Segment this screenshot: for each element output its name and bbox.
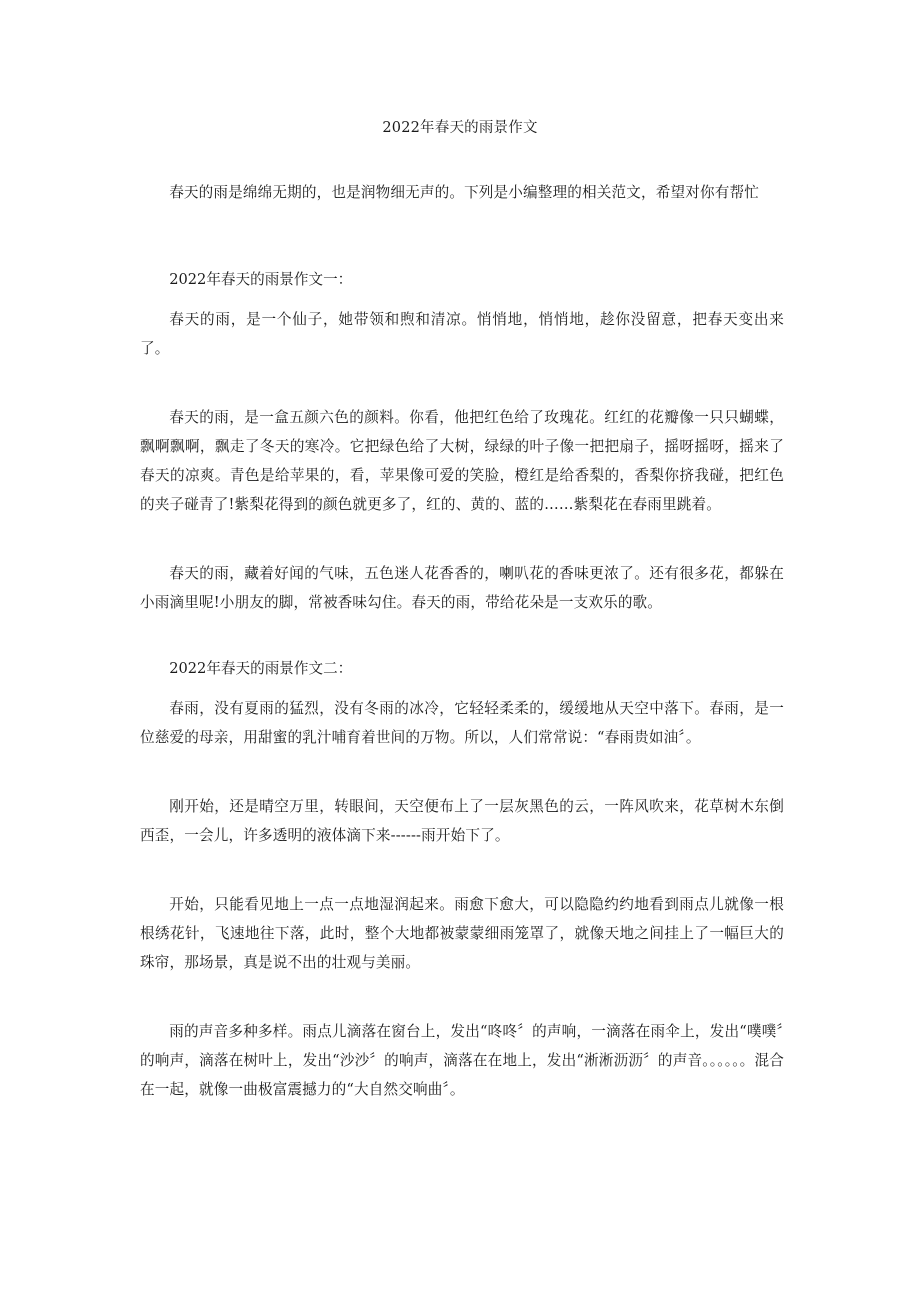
- document-body: [140, 178, 784, 1104]
- section-1-paragraph: 春天的雨，藏着好闻的气味，五色迷人花香香的，喇叭花的香味更浓了。还有很多花，都躲在小雨滴里呢!小朋友的脚，常被香味勾住。春天的雨，带给花朵是一支欢乐的歌。: [140, 565, 784, 611]
- section-2-heading: 2022年春天的雨景作文二：: [169, 660, 353, 677]
- section-1-paragraph: 春天的雨，是一个仙子，她带领和煦和清凉。悄悄地，悄悄地，趁你没留意，把春天变出来了。: [140, 311, 784, 357]
- section-2-paragraph: 开始，只能看见地上一点一点地湿润起来。雨愈下愈大，可以隐隐约约地看到雨点儿就像一根根绣花针，飞速地往下落，此时，整个大地都被蒙蒙细雨笼罩了，就像天地之间挂上了一幅巨大的珠帘，那场景，真是说不出的壮观与美丽。: [140, 896, 784, 971]
- section-2-paragraph: 刚开始，还是晴空万里，转眼间，天空便布上了一层灰黑色的云，一阵风吹来，花草树木东倒西歪，一会儿，许多透明的液体滴下来------雨开始下了。: [140, 798, 784, 844]
- section-2-paragraph: 雨的声音多种多样。雨点儿滴落在窗台上，发出“咚咚〞的声响，一滴落在雨伞上，发出“噗噗〞的响声，滴落在树叶上，发出“沙沙〞的响声，滴落在在地上，发出“淅淅沥沥〞的声音。。。。。。混合在一起，就像一曲极富震撼力的“大自然交响曲〞。: [140, 1023, 784, 1098]
- section-2-paragraph: 春雨，没有夏雨的猛烈，没有冬雨的冰冷，它轻轻柔柔的，缓缓地从天空中落下。春雨，是一位慈爱的母亲，用甜蜜的乳汁哺育着世间的万物。所以，人们常常说：“春雨贵如油〞。: [140, 700, 784, 746]
- intro-paragraph: 春天的雨是绵绵无期的，也是润物细无声的。下列是小编整理的相关范文，希望对你有帮忙: [169, 184, 759, 201]
- section-1-paragraph: 春天的雨，是一盒五颜六色的颜料。你看，他把红色给了玫瑰花。红红的花瓣像一只只蝴蝶，飘啊飘啊，飘走了冬天的寒冷。它把绿色给了大树，绿绿的叶子像一把把扇子，摇呀摇呀，摇来了春天的凉爽。青色是给苹果的，看，苹果像可爱的笑脸，橙红是给香梨的，香梨你挤我碰，把红色的夹子碰青了!紫梨花得到的颜色就更多了，红的、黄的、蓝的……紫梨花在春雨里跳着。: [140, 409, 784, 513]
- document-title: 2022年春天的雨景作文: [382, 120, 538, 136]
- section-1-heading: 2022年春天的雨景作文一：: [169, 271, 353, 288]
